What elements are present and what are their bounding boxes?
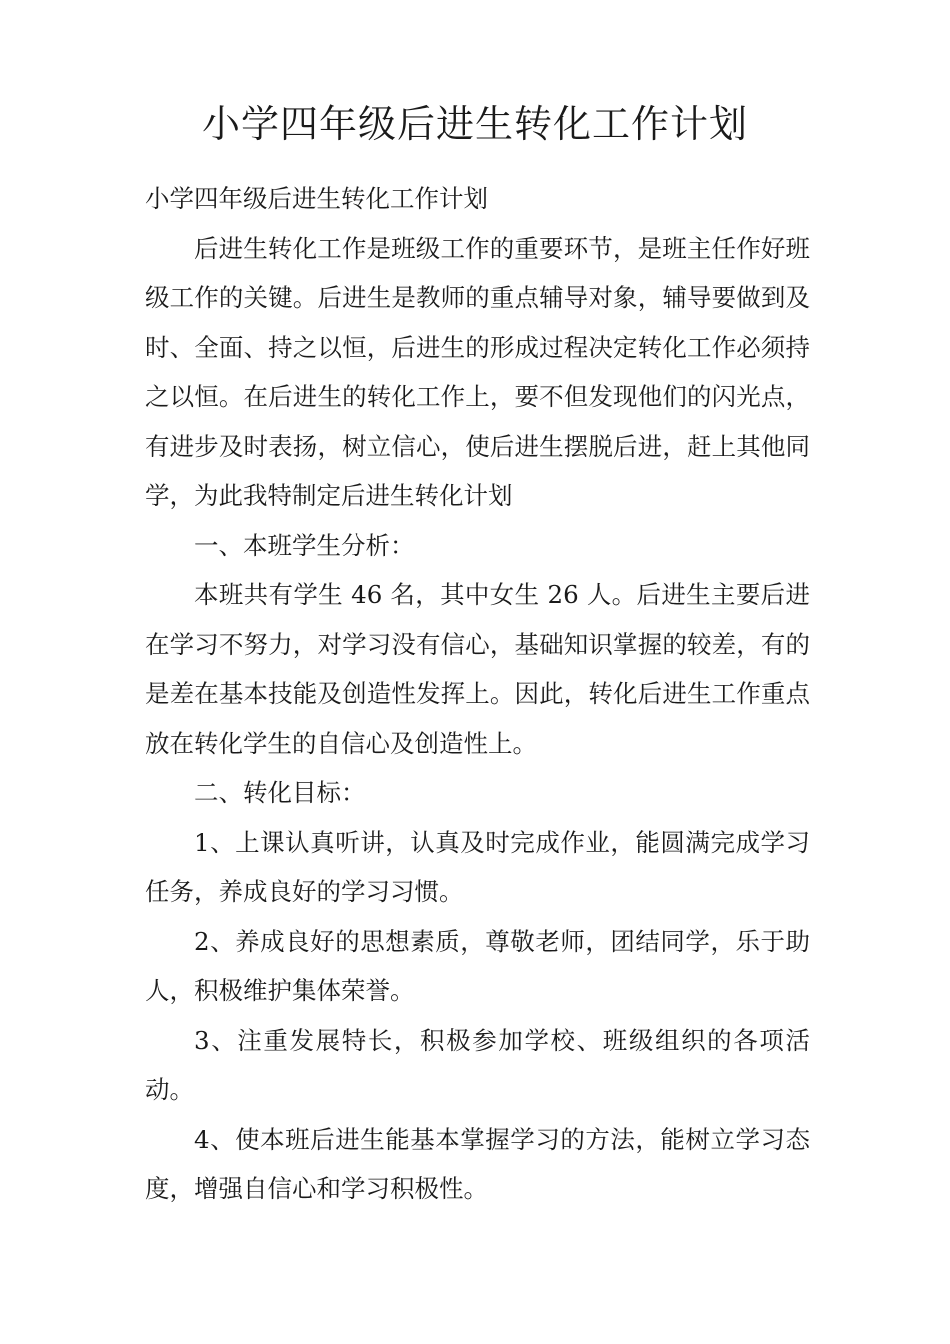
- intro-paragraph: 后进生转化工作是班级工作的重要环节，是班主任作好班级工作的关键。后进生是教师的重点辅导对象，辅导要做到及时、全面、持之以恒，后进生的形成过程决定转化工作必须持之以恒。在后进生的转化工作上，要不但发现他们的闪光点，有进步及时表扬，树立信心，使后进生摆脱后进，赶上其他同学，为此我特制定后进生转化计划: [145, 233, 810, 510]
- goal-item-1: 1、上课认真听讲，认真及时完成作业，能圆满完成学习任务，养成良好的学习习惯。: [145, 827, 810, 906]
- section-heading-analysis: 一、本班学生分析：: [194, 530, 415, 560]
- goal-item-2: 2、养成良好的思想素质，尊敬老师，团结同学，乐于助人，积极维护集体荣誉。: [145, 926, 810, 1005]
- section-heading-goals: 二、转化目标：: [194, 778, 366, 807]
- document-title: 小学四年级后进生转化工作计划: [201, 102, 748, 146]
- goal-item-4: 4、使本班后进生能基本掌握学习的方法，能树立学习态度，增强自信心和学习积极性。: [145, 1124, 810, 1203]
- goal-item-3: 3、注重发展特长，积极参加学校、班级组织的各项活动。: [145, 1025, 810, 1104]
- subtitle-paragraph: 小学四年级后进生转化工作计划: [145, 184, 488, 213]
- analysis-paragraph: 本班共有学生 46 名，其中女生 26 人。后进生主要后进在学习不努力，对学习没有信心，基础知识掌握的较差，有的是差在基本技能及创造性发挥上。因此，转化后进生工作重点放在转化学生的自信心及创造性上。: [145, 580, 810, 758]
- document-body: [145, 174, 810, 1214]
